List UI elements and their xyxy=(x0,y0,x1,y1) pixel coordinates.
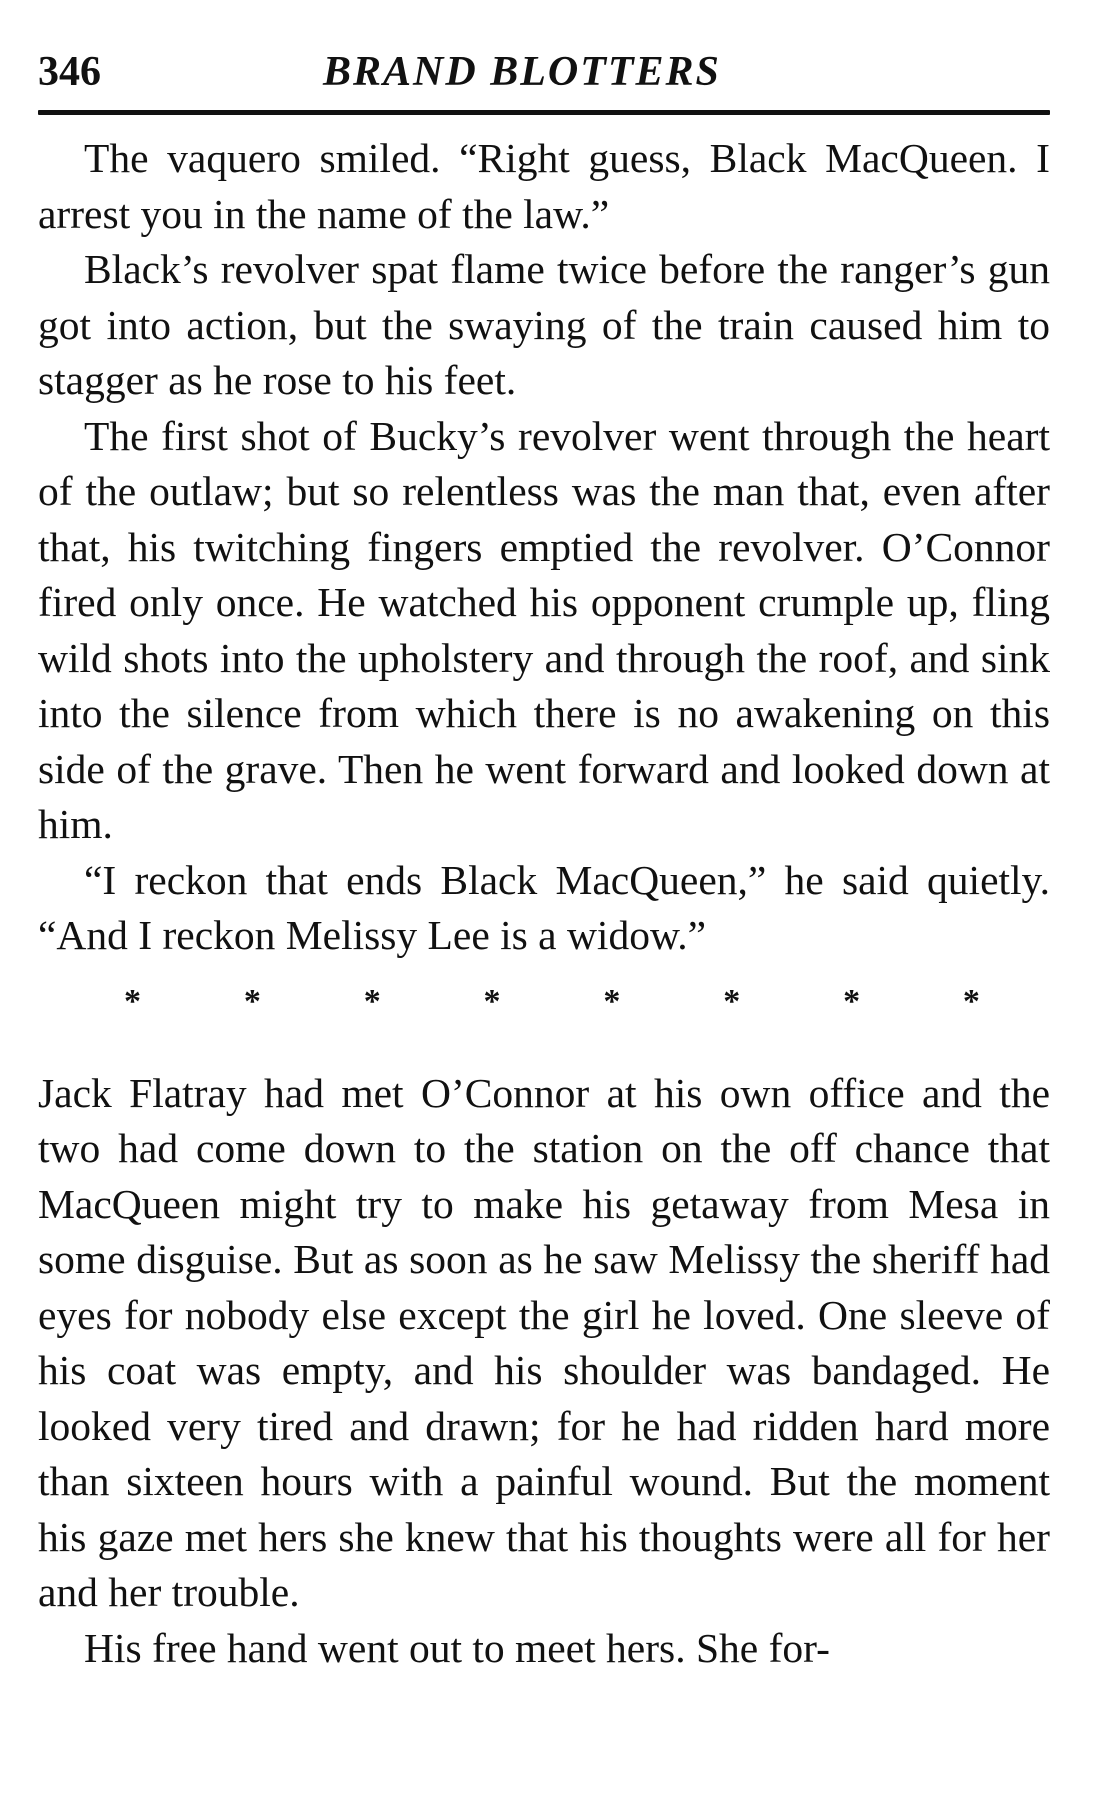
paragraph: The first shot of Bucky’s revolver went through the heart of the outlaw; but so relentless was the man that, even after that, his twitching fingers emptied the revolver. O’Connor fired only once. He watched his opponent crumple up, fling wild shots into the upholstery and through the roof, and sink into the silence from which there is no awakening on this side of the grave. Then he went forward and looked down at him. xyxy=(38,412,1050,847)
header-rule xyxy=(38,110,1050,115)
section-break-star: * xyxy=(363,982,381,1020)
paragraph: Black’s revolver spat flame twice before the ranger’s gun got into action, but the swaying of the train caused him to stagger as he rose to his feet. xyxy=(38,246,1050,403)
section-break-star: * xyxy=(124,982,141,1020)
book-page xyxy=(38,40,1050,1676)
section-break-star: * xyxy=(843,982,861,1020)
section-break-star: * xyxy=(483,982,501,1020)
section-break xyxy=(38,982,1050,1022)
section-break-star: * xyxy=(603,982,621,1020)
section-break-star: * xyxy=(723,982,741,1020)
paragraph: Jack Flatray had met O’Connor at his own office and the two had come down to the station on the off chance that MacQueen might try to make his getaway from Mesa in some disguise. But as soon as he saw Melissy the sheriff had eyes for nobody else except the girl he loved. One sleeve of his coat was empty, and his shoulder was bandaged. He looked very tired and drawn; for he had ridden hard more than sixteen hours with a painful wound. But the moment his gaze met hers she knew that his thoughts were all for her and her trouble. xyxy=(38,1069,1050,1615)
page-number: 346 xyxy=(38,49,101,95)
section-break-star: * xyxy=(962,982,980,1020)
running-title: BRAND BLOTTERS xyxy=(323,49,721,95)
running-head xyxy=(38,40,1050,98)
section-break-star: * xyxy=(243,982,261,1020)
paragraph: The vaquero smiled. “Right guess, Black MacQueen. I arrest you in the name of the law.” xyxy=(38,135,1050,237)
body-text xyxy=(38,131,1050,1676)
paragraph: “I reckon that ends Black MacQueen,” he said quietly. “And I reckon Melissy Lee is a widow.” xyxy=(38,856,1050,958)
paragraph: His free hand went out to meet hers. She for- xyxy=(84,1624,830,1671)
